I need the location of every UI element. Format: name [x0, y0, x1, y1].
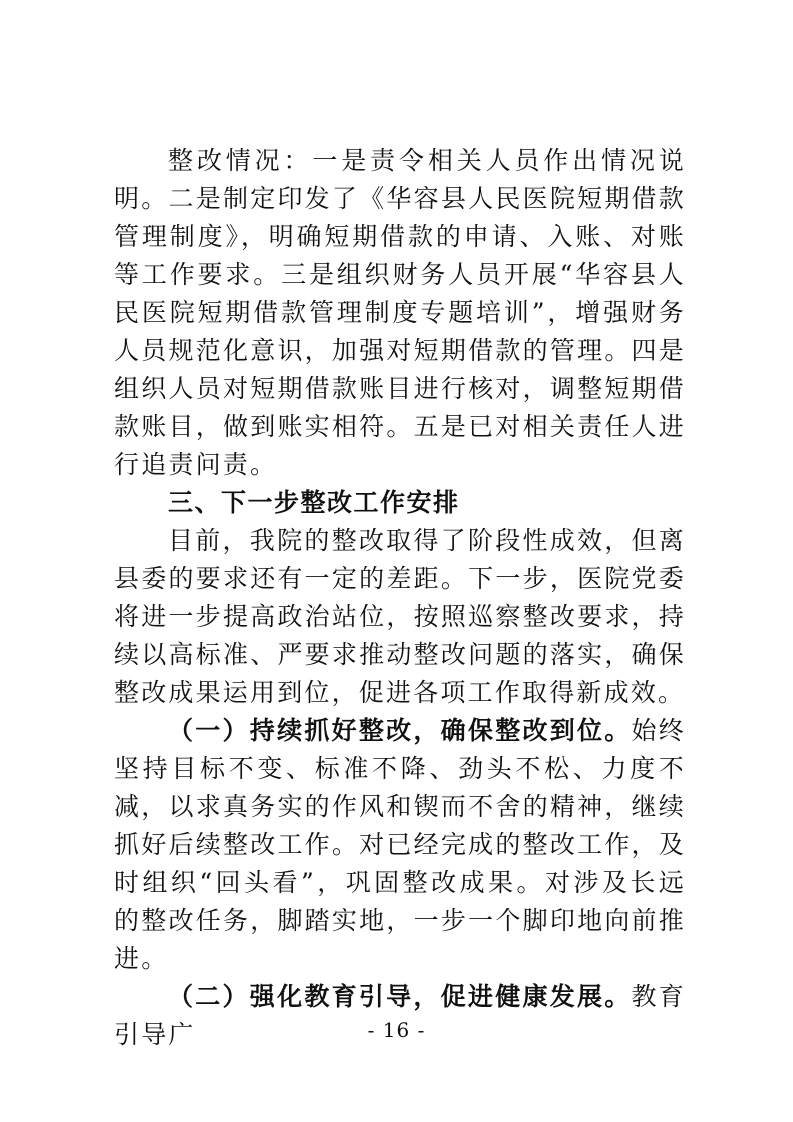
section-heading: 三、下一步整改工作安排 — [168, 488, 460, 517]
item-body-1: 始终坚持目标不变、标准不降、劲头不松、力度不减，以求真务实的作风和锲而不舍的精神，继续抓好后续整改工作。对已经完成的整改工作，及时组织“回头看”，巩固整改成果。对涉及长远的整改任务，脚踏实地，一步一个脚印地向前推进。 — [114, 716, 686, 973]
item-paragraph-2 — [114, 978, 686, 1054]
item-lead-2: （二）强化教育引导，促进健康发展。 — [168, 982, 632, 1011]
rectification-paragraph: 整改情况：一是责令相关人员作出情况说明。二是制定印发了《华容县人民医院短期借款管理制度》，明确短期借款的申请、入账、对账等工作要求。三是组织财务人员开展“华容县人民医院短期借款管理制度专题培训”，增强财务人员规范化意识，加强对短期借款的管理。四是组织人员对短期借款账目进行核对，调整短期借款账目，做到账实相符。五是已对相关责任人进行追责问责。 — [114, 146, 686, 479]
document-body — [114, 142, 686, 1054]
intro-paragraph: 目前，我院的整改取得了阶段性成效，但离县委的要求还有一定的差距。下一步，医院党委将进一步提高政治站位，按照巡察整改要求，持续以高标准、严要求推动整改问题的落实，确保整改成果运用到位，促进各项工作取得新成效。 — [114, 526, 686, 707]
item-body-2: 教育引导广 — [114, 982, 686, 1049]
item-lead-1: （一）持续抓好整改，确保整改到位。 — [168, 716, 632, 745]
item-paragraph-1 — [114, 712, 686, 978]
page-number: - 16 - — [367, 1018, 426, 1042]
